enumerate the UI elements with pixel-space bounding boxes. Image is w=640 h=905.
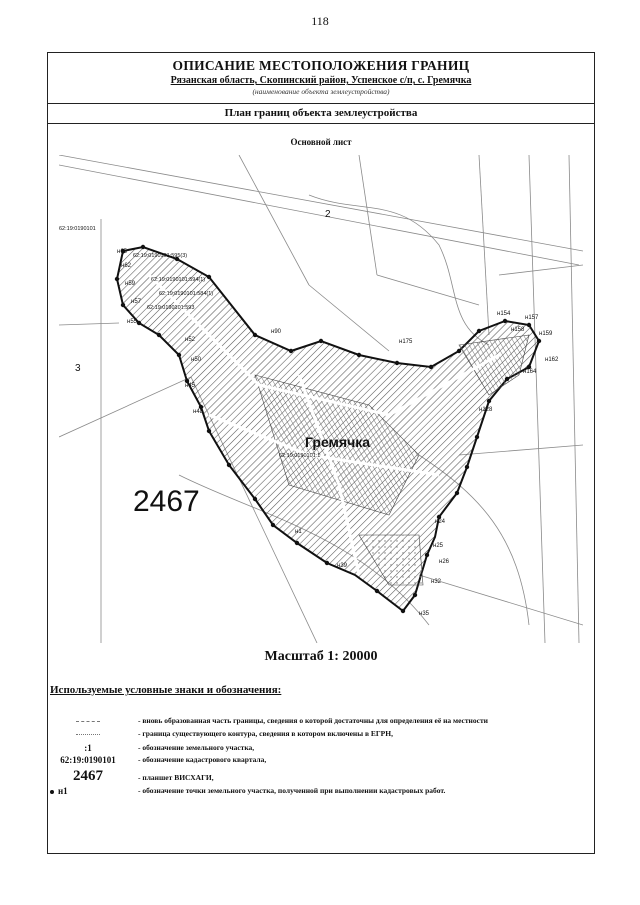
parcel-label: 62:19:0190101:594(1) [151,277,206,283]
legend-symbol-point: н1 [50,786,130,796]
point-label: н26 [439,559,449,565]
planshet-number: 2467 [133,485,200,518]
plan-title: План границ объекта землеустройства [48,103,594,124]
point-label: н162 [545,357,559,363]
boundary-map [59,155,583,643]
point-label: н39 [337,563,347,569]
point-label: н45 [185,383,195,389]
legend-text: - граница существующего контура, сведения в котором включены в ЕГРН, [138,729,393,738]
parcel-label: 62:19:0190101:584(1) [159,291,214,297]
legend-symbol-new-boundary [48,716,128,726]
page-number: 118 [311,14,329,28]
point-label: н24 [435,519,445,525]
point-marker-icon [50,790,54,794]
legend-item [48,716,594,730]
point-label: н90 [271,329,281,335]
point-label: н52 [185,337,195,343]
sheet-label: Основной лист [290,137,352,147]
zone-label-3: 3 [75,363,81,374]
legend-symbol: 2467 [73,768,103,784]
legend-item [48,786,594,800]
legend-text: - планшет ВИСХАГИ, [138,773,214,782]
legend-text: - вновь образованная часть границы, сведения о которой достаточны для определения её на местности [138,716,488,725]
settlement-label: Гремячка [305,434,371,450]
scale-label: Масштаб 1: 20000 [264,649,378,664]
document-frame [47,52,595,854]
point-label: н32 [431,579,441,585]
point-label: н55 [127,319,137,325]
parcel-label: 62:19:0190101 [59,226,96,232]
point-label: н48 [193,409,203,415]
parcel-label: 62:19:0190101:1 [279,453,321,459]
point-label: н1 [295,529,302,535]
point-label: н57 [131,299,141,305]
document-title: ОПИСАНИЕ МЕСТОПОЛОЖЕНИЯ ГРАНИЦ [172,58,470,73]
point-label: н175 [399,339,413,345]
legend-item [48,755,594,769]
point-label: н154 [497,311,511,317]
point-label: н50 [191,357,201,363]
point-label: н128 [479,407,493,413]
point-label: н62 [121,263,131,269]
point-label: н59 [125,281,135,287]
point-label: н157 [525,315,539,321]
zone-label-2: 2 [325,209,331,220]
point-label: н159 [539,331,553,337]
parcel-label: 62:19:0190101:595(3) [133,253,188,259]
point-label: н164 [523,369,537,375]
legend-title: Используемые условные знаки и обозначения: [50,684,282,696]
point-label: н158 [511,327,525,333]
point-label: н25 [433,543,443,549]
legend-item [48,768,594,782]
header-block [48,53,594,104]
parcel-label: 62:19:0190101:593 [147,305,195,311]
point-label: н65 [117,249,127,255]
legend-symbol-existing-contour [48,729,128,739]
legend-symbol: 62:19:0190101 [60,755,116,765]
legend-item [48,729,594,743]
location-caption: (наименование объекта землеустройства) [252,87,390,96]
legend-symbol: :1 [84,743,92,753]
legend-text: - обозначение земельного участка, [138,743,255,752]
legend-text: - обозначение точки земельного участка, полученной при выполнении кадастровых работ. [138,786,446,795]
location-line: Рязанская область, Скопинский район, Успенское с/п, с. Гремячка [170,75,472,86]
point-label: н35 [419,611,429,617]
legend-text: - обозначение кадастрового квартала, [138,755,267,764]
